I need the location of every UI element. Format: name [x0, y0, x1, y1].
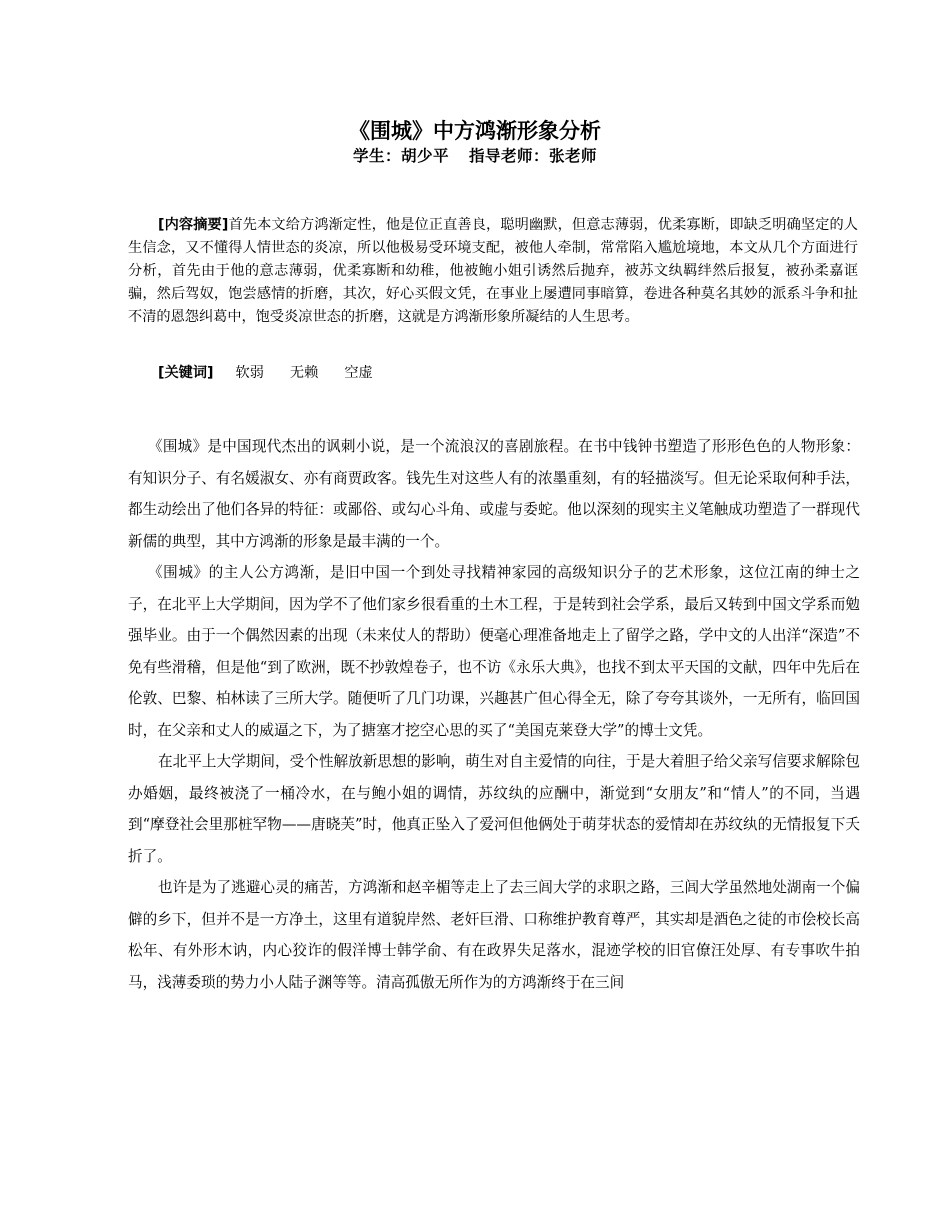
abstract-label: [内容摘要] — [158, 217, 229, 233]
keywords-label: [关键词] — [158, 365, 214, 381]
abstract — [128, 214, 858, 329]
author-line — [0, 146, 950, 166]
body-paragraph: 在北平上大学期间，受个性解放新思想的影响，萌生对自主爱情的向往，于是大着胆子给父亲写信要求解除包办婚姻，最终被浇了一桶冷水，在与鲍小姐的调情，苏纹纨的应酬中，渐觉到“女朋友”和“情人”的不同，当遇到“摩登社会里那桩罕物——唐晓芙”时，他真正坠入了爱河但他俩处于萌芽状态的爱情却在苏纹纨的无情报复下夭折了。 — [128, 753, 860, 865]
abstract-text: 首先本文给方鸿渐定性，他是位正直善良，聪明幽默，但意志薄弱，优柔寡断，即缺乏明确坚定的人生信念，又不懂得人情世态的炎凉，所以他极易受环境支配，被他人牵制，常常陷入尴尬境地，本文从几个方面进行分析，首先由于他的意志薄弱，优柔寡断和幼稚，他被鲍小姐引诱然后抛弃，被苏文纨羁绊然后报复，被孙柔嘉诓骗，然后驾奴，饱尝感情的折磨，其次，好心买假文凭，在事业上屡遭同事暗算，卷进各种莫名其妙的派系斗争和扯不清的恩怨纠葛中，饱受炎凉世态的折磨，这就是方鸿渐形象所凝结的人生思考。 — [128, 217, 858, 325]
keywords — [158, 362, 399, 385]
body-paragraph: 《围城》是中国现代杰出的讽刺小说，是一个流浪汉的喜剧旅程。在书中钱钟书塑造了形形色色的人物形象：有知识分子、有名媛淑女、亦有商贾政客。钱先生对这些人有的浓墨重刻，有的轻描淡写。但无论采取何种手法，都生动绘出了他们各异的特征：或鄙俗、或勾心斗角、或虚与委蛇。他以深刻的现实主义笔触成功塑造了一群现代新儒的典型，其中方鸿渐的形象是最丰满的一个。 — [128, 438, 860, 550]
document-title: 《围城》中方鸿渐形象分析 — [349, 119, 601, 143]
body-text — [128, 431, 860, 998]
keyword: 空虚 — [344, 365, 373, 381]
keyword: 软弱 — [235, 365, 264, 381]
body-paragraph: 也许是为了逃避心灵的痛苦，方鸿渐和赵辛楣等走上了去三闾大学的求职之路，三闾大学虽然地处湖南一个偏僻的乡下，但并不是一方净土，这里有道貌岸然、老奸巨滑、口称维护教育尊严，其实却是酒色之徒的市侩校长高松年、有外形木讷，内心狡诈的假洋博士韩学俞、有在政界失足落水，混迹学校的旧官僚汪处厚、有专事吹牛拍马，浅薄委琐的势力小人陆子渊等等。清高孤傲无所作为的方鸿渐终于在三间 — [128, 879, 860, 991]
body-paragraph: 《围城》的主人公方鸿渐，是旧中国一个到处寻找精神家园的高级知识分子的艺术形象，这位江南的绅士之子，在北平上大学期间，因为学不了他们家乡很看重的土木工程，于是转到社会学系，最后又转到中国文学系而勉强毕业。由于一个偶然因素的出现（未来仗人的帮助）便毫心理准备地走上了留学之路，学中文的人出洋“深造”不免有些滑稽，但是他“到了欧洲，既不抄敦煌卷子，也不访《永乐大典》，也找不到太平天国的文献，四年中先后在伦敦、巴黎、柏林读了三所大学。随便听了几门功课，兴趣甚广但心得全无，除了夸夸其谈外，一无所有，临回国时，在父亲和丈人的威逼之下，为了搪塞才挖空心思的买了“美国克莱登大学”的博士文凭。 — [128, 564, 860, 739]
keyword: 无赖 — [289, 365, 319, 381]
student-name: 学生：胡少平 — [352, 147, 449, 165]
advisor-name: 指导老师：张老师 — [469, 147, 598, 165]
